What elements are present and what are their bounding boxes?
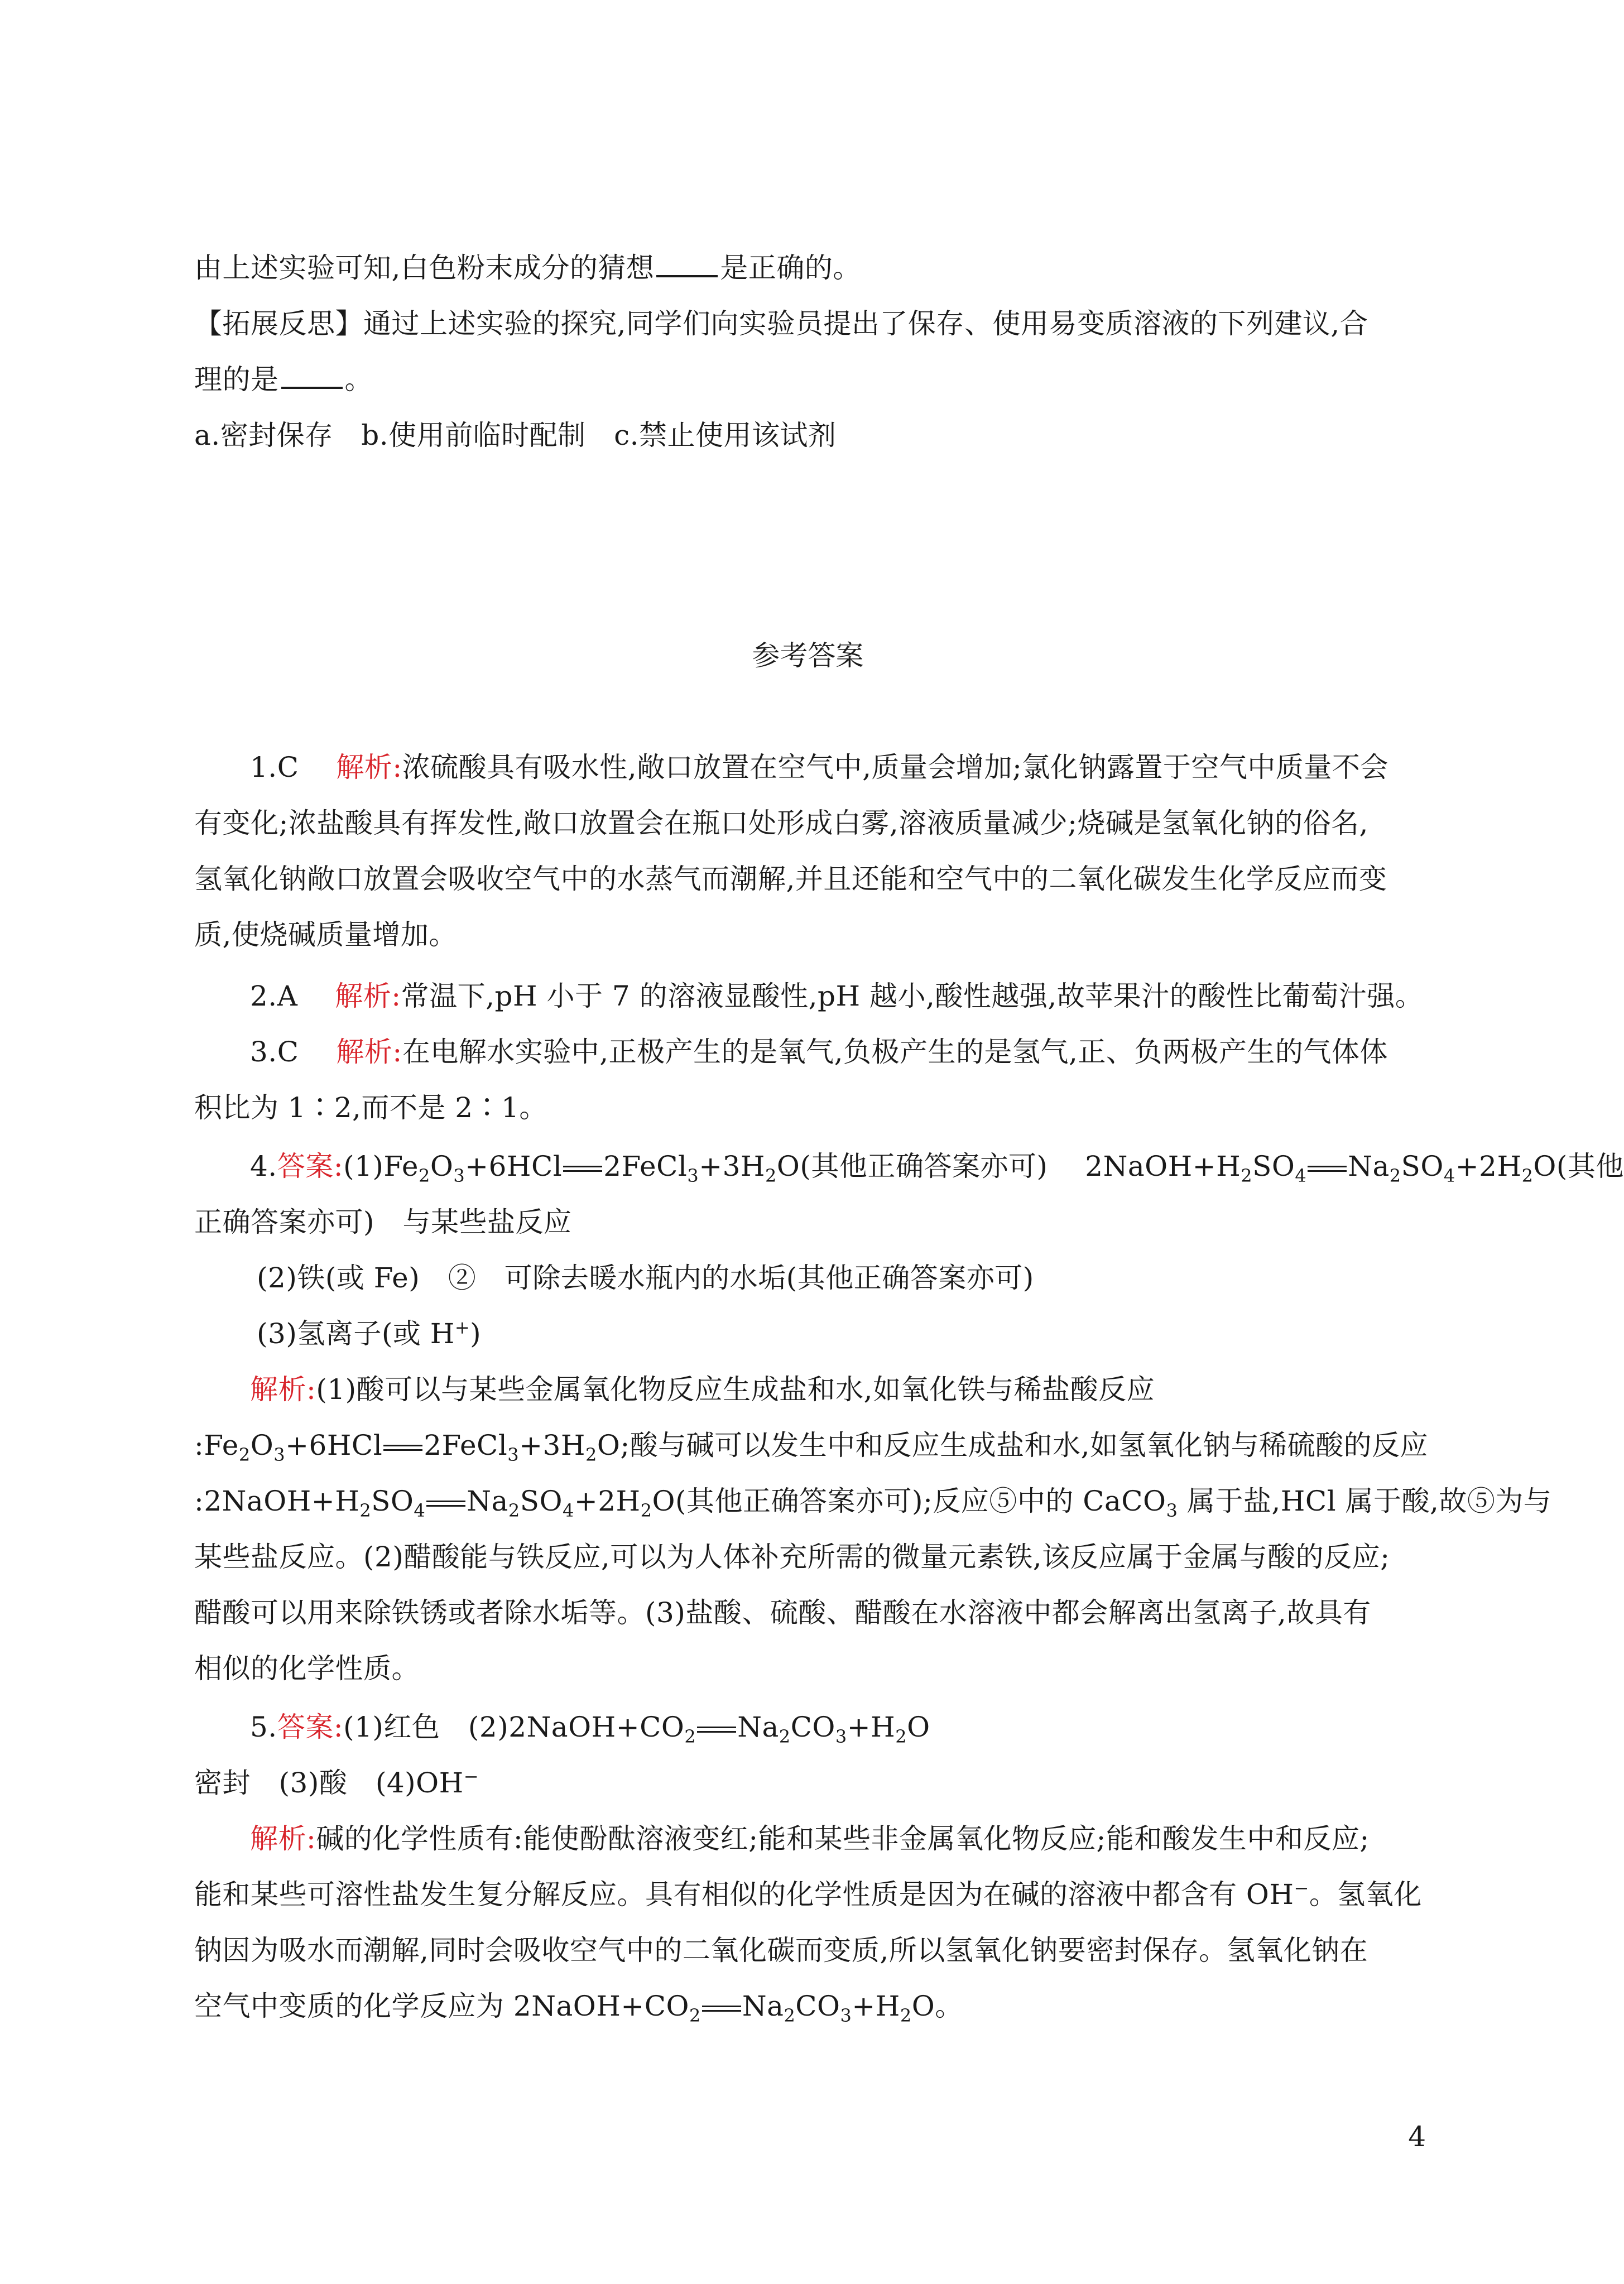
text: (1)Fe <box>343 1150 419 1182</box>
text-line: 正确答案亦可) 与某些盐反应 <box>194 1206 572 1238</box>
text-line <box>194 251 861 285</box>
analysis-label: 解析: <box>335 980 401 1012</box>
equals-sign <box>1308 1166 1347 1172</box>
text: ;酸与碱可以发生中和反应生成盐和水,如氢氧化钠与稀硫酸的反应 <box>620 1429 1429 1461</box>
text-line: 钠因为吸水而潮解,同时会吸收空气中的二氧化碳而变质,所以氢氧化钠要密封保存。氢氧化钠在 <box>194 1934 1368 1966</box>
text-line: 【拓展反思】通过上述实验的探究,同学们向实验员提出了保存、使用易变质溶液的下列建议,合 <box>194 307 1368 340</box>
text: 碱的化学性质有:能使酚酞溶液变红;能和某些非金属氧化物反应;能和酸发生中和反应; <box>316 1823 1370 1855</box>
text-line <box>250 1373 1155 1406</box>
analysis-label: 解析: <box>336 1036 402 1068</box>
answer-blank <box>656 252 718 277</box>
text-line: 空气中变质的化学反应为 $2NaOH+CO_2$ $Na_2CO_3+H_2O$。 <box>194 1990 963 2026</box>
text: 密封 (3)酸 (4)OH <box>194 1767 464 1799</box>
text-line <box>250 1822 1370 1855</box>
text: ) <box>470 1317 482 1350</box>
text: 。氢氧化 <box>1309 1878 1422 1911</box>
text-line <box>194 363 373 396</box>
equals-sign <box>383 1445 422 1451</box>
text: 。 <box>344 363 373 396</box>
text-line: 醋酸可以用来除铁锈或者除水垢等。(3)盐酸、硫酸、醋酸在水溶液中都会解离出氢离子,故具有 <box>194 1597 1371 1629</box>
text: 在电解水实验中,正极产生的是氧气,负极产生的是氢气,正、负两极产生的气体体 <box>402 1036 1388 1068</box>
text: (其他正确答案亦可) <box>800 1150 1076 1182</box>
answer-q4: 4.答案$:(1)Fe_2O_3+6HCl$ $2FeCl_3+3H_2O$(其他正确答案亦可) $2NaOH+H_2SO_4$ $Na_2SO_4+2H_2O$(其他 <box>250 1150 1624 1186</box>
text-line: 有变化;浓盐酸具有挥发性,敞口放置会在瓶口处形成白雾,溶液质量减少;烧碱是氢氧化钠的俗名, <box>194 807 1368 839</box>
page-number: 4 <box>1408 2120 1426 2153</box>
text-line: a.密封保存 b.使用前临时配制 c.禁止使用该试剂 <box>194 419 837 451</box>
answer-label: 答案: <box>277 1711 344 1743</box>
text-line: 相似的化学性质。 <box>194 1652 420 1685</box>
text-line: 氢氧化钠敞口放置会吸收空气中的水蒸气而潮解,并且还能和空气中的二氧化碳发生化学反应而变 <box>194 863 1387 895</box>
answer-q3 <box>250 1035 1388 1069</box>
text: (1)酸可以与某些金属氧化物反应生成盐和水,如氧化铁与稀盐酸反应 <box>316 1373 1155 1406</box>
text: 属于盐,HCl 属于酸,故⑤为与 <box>1186 1485 1552 1517</box>
question-number: 1.C <box>250 751 299 783</box>
text: (1)红色 (2)2NaOH+CO <box>343 1711 685 1743</box>
text: 由上述实验可知,白色粉末成分的猜想 <box>194 252 655 284</box>
text-line: $:Fe_2O_3+6HCl$ $2FeCl_3+3H_2O$;酸与碱可以发生中和反应生成盐和水,如氢氧化钠与稀硫酸的反应 <box>194 1429 1429 1465</box>
text-line: 质,使烧碱质量增加。 <box>194 919 457 951</box>
equals-sign <box>702 2006 741 2012</box>
equals-sign <box>563 1166 602 1172</box>
analysis-label: 解析: <box>250 1823 316 1855</box>
text: 理的是 <box>194 363 279 396</box>
answer-blank <box>281 363 343 389</box>
text: 是正确的。 <box>720 252 861 284</box>
text: 空气中变质的化学反应为 2NaOH+CO <box>194 1990 690 2022</box>
answer-q5: 5.答案:(1)红色 $(2)2NaOH+CO_2$ $Na_2CO_3+H_2O$ <box>250 1711 930 1747</box>
text: 常温下,pH 小于 7 的溶液显酸性,pH 越小,酸性越强,故苹果汁的酸性比葡萄汁强。 <box>401 980 1424 1012</box>
text: (其他 <box>1556 1150 1624 1182</box>
answer-label: 答案: <box>277 1150 344 1182</box>
text-line: 某些盐反应。(2)醋酸能与铁反应,可以为人体补充所需的微量元素铁,该反应属于金属与酸的反应; <box>194 1541 1390 1573</box>
analysis-label: 解析: <box>336 751 402 783</box>
text-line: 积比为 1∶2,而不是 2∶1。 <box>194 1091 547 1124</box>
text-line: $:2NaOH+H_2SO_4$ $Na_2SO_4+2H_2O$(其他正确答案亦可);反应⑤中的 CaCO$_3$ 属于盐,HCl 属于酸,故⑤为与 <box>194 1485 1552 1521</box>
answer-q2 <box>250 979 1423 1013</box>
question-number: 5. <box>250 1711 277 1743</box>
text: (3)氢离子(或 H <box>257 1317 455 1350</box>
text-line: (2)铁(或 Fe) ② 可除去暖水瓶内的水垢(其他正确答案亦可) <box>257 1262 1034 1294</box>
equals-sign <box>697 1727 736 1733</box>
question-number: 4. <box>250 1150 277 1182</box>
text: 能和某些可溶性盐发生复分解反应。具有相似的化学性质是因为在碱的溶液中都含有 OH <box>194 1878 1294 1911</box>
equals-sign <box>426 1501 465 1507</box>
question-number: 3.C <box>250 1036 299 1068</box>
text: (其他正确答案亦可);反应⑤中的 CaCO <box>675 1485 1166 1517</box>
answer-q1 <box>250 751 1388 784</box>
analysis-label: 解析: <box>250 1373 316 1406</box>
text-line: 能和某些可溶性盐发生复分解反应。具有相似的化学性质是因为在碱的溶液中都含有 OH−。氢氧化 <box>194 1877 1422 1911</box>
text-line: (3)氢离子(或 H+) <box>257 1316 482 1350</box>
question-number: 2.A <box>250 980 298 1012</box>
text: 浓硫酸具有吸水性,敞口放置在空气中,质量会增加;氯化钠露置于空气中质量不会 <box>402 751 1388 783</box>
section-title: 参考答案 <box>752 639 864 672</box>
text-line: 密封 (3)酸 (4)OH− <box>194 1766 479 1799</box>
